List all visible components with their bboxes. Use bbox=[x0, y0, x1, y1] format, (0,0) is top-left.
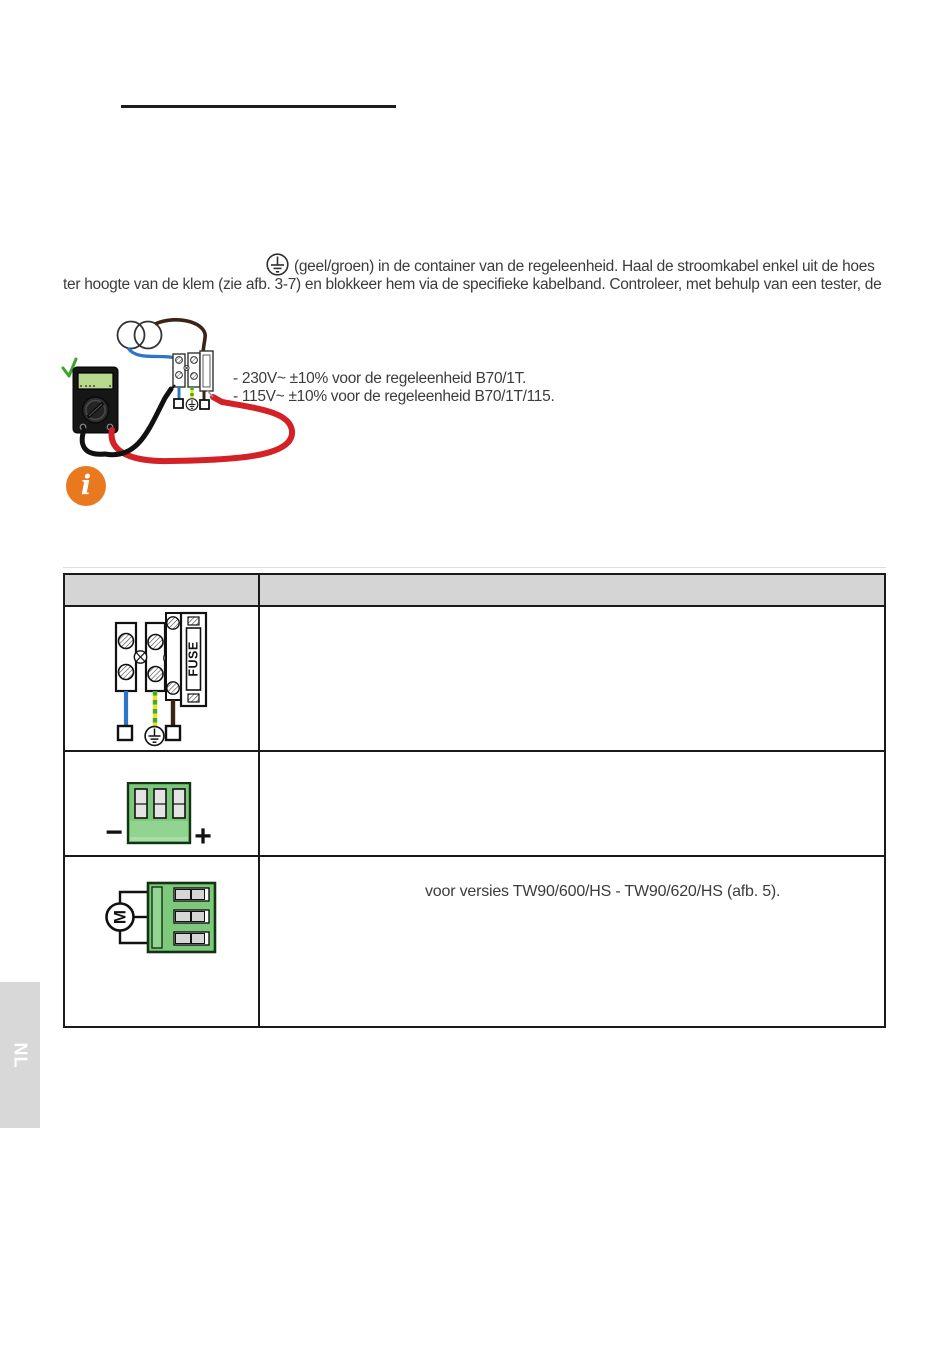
language-tab-nl bbox=[0, 982, 40, 1128]
multimeter bbox=[73, 367, 118, 433]
table-row-divider-2 bbox=[65, 855, 884, 857]
voltage-note-115v: - 115V~ ±10% voor de regeleenheid B70/1T/115. bbox=[233, 388, 555, 405]
terminal-square-blue bbox=[174, 399, 183, 408]
language-tab-label: NL bbox=[10, 1042, 31, 1068]
multimeter-display bbox=[78, 373, 113, 389]
motor-symbol bbox=[107, 904, 134, 931]
intro-paragraph-line2: ter hoogte van de klem (zie afb. 3-7) en blokkeer hem via de specifieke kabelband. Controleer, met behulp van een tester, de bbox=[63, 276, 882, 293]
terminal-square-brown bbox=[166, 726, 180, 740]
motor-label: M bbox=[110, 909, 130, 925]
heading-underline bbox=[121, 105, 396, 108]
table-top-shadow-line bbox=[63, 567, 886, 568]
earth-ground-icon bbox=[265, 252, 290, 277]
connection-table bbox=[63, 573, 886, 1028]
fuse-holder bbox=[181, 613, 206, 706]
motor-connector-diagram bbox=[103, 880, 218, 955]
polarity-connector-diagram bbox=[100, 782, 215, 847]
info-icon bbox=[66, 466, 106, 506]
table-row-divider-1 bbox=[65, 750, 884, 752]
terminal-square-brown bbox=[200, 400, 209, 409]
table-header-cell-1 bbox=[65, 575, 258, 605]
transformer-symbol bbox=[118, 322, 162, 349]
table-header-cell-2 bbox=[258, 575, 884, 605]
info-icon-glyph: i bbox=[80, 469, 92, 501]
terminal-square-blue bbox=[118, 726, 132, 740]
intro-paragraph-line1: (geel/groen) in de container van de regeleenheid. Haal de stroomkabel enkel uit de hoes bbox=[294, 258, 875, 275]
green-terminal-block bbox=[148, 883, 215, 952]
mains-terminal-fuse-diagram bbox=[100, 610, 220, 750]
blue-wire bbox=[128, 348, 176, 358]
minus-sign: − bbox=[105, 816, 123, 847]
green-connector bbox=[128, 783, 190, 843]
terminal-block-small bbox=[173, 351, 213, 391]
motor-version-note: voor versies TW90/600/HS - TW90/620/HS (afb. 5). bbox=[425, 883, 781, 900]
brown-wire bbox=[155, 320, 205, 355]
earth-ground-symbol-small bbox=[186, 399, 198, 411]
fuse-label: FUSE bbox=[186, 641, 201, 677]
voltage-note-230v: - 230V~ ±10% voor de regeleenheid B70/1T. bbox=[233, 370, 527, 387]
earth-ground-symbol bbox=[145, 727, 164, 746]
plus-sign: + bbox=[194, 820, 212, 847]
table-header-row bbox=[65, 575, 884, 607]
table-column-divider bbox=[258, 575, 260, 1026]
